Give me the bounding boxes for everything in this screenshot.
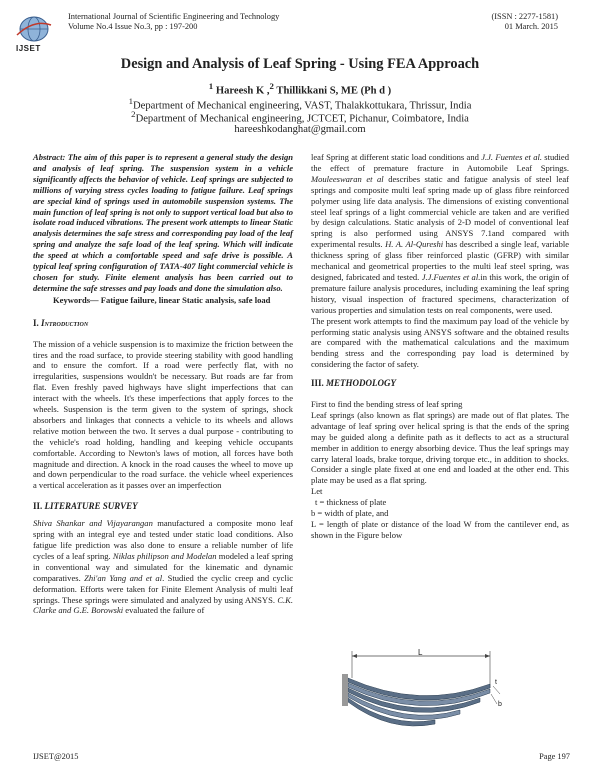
dimension-arrow-right	[485, 654, 490, 658]
literature-text: Shiva Shankar and Vijayarangan manufactured a composite mono leaf spring with an integral eye and tested under static load conditions. Also fatigue life prediction was also done to ensure a reliable number of life cycles of a leaf spring. Niklas philipson and Modelan modeled a leaf spring in conventional way and simulated for the kinematic and dynamic comparatives. Zhi'an Yang and et al. Studied the cyclic creep and cyclic deformation. Efforts were taken for Finite Element Analysis of multi leaf springs. These springs were simulated and analyzed by using ANSYS. C.K. Clarke and G.E. Borowski evaluated the failure of	[33, 518, 294, 616]
fixed-support	[342, 674, 348, 706]
right-column	[311, 152, 569, 541]
paper-title: Design and Analysis of Leaf Spring - Using FEA Approach	[120, 56, 480, 72]
section-introduction-title: Introduction	[41, 317, 89, 328]
author1-sup: 1	[208, 81, 214, 91]
leaf-spring-drawing	[340, 648, 510, 736]
label-t: t	[495, 679, 497, 686]
journal-volume: Volume No.4 Issue No.3, pp : 197-200	[68, 22, 198, 31]
section-methodology-title: METHODOLOGY	[326, 378, 397, 389]
present-work-text: The present work attempts to find the maximum pay load of the vehicle by performing static analysis using ANSYS software and the obtained results are compared with the mathematical calculations and the maximum bending stress and the corresponding pay load is determined by considering the factor of safety.	[311, 315, 569, 370]
affiliation-2-text: Department of Mechanical engineering, JCTCET, Pichanur, Coimbatore, India	[135, 113, 469, 125]
affiliation-2-sup: 2	[131, 109, 136, 119]
methodology-text: Leaf springs (also known as flat springs) are made out of flat plates. The advantage of leaf spring over helical spring is that the ends of the spring may be guided along a definite path as it deflects to act as a structural member in addition to energy absorbing device. Thus the leaf springs may carry lateral loads, brake torque, driving torque etc., in addition to shocks. Consider a single plate fixed at one end and loaded at the other end. This plate may be used as a flat spring.	[311, 409, 569, 486]
leaf-spring-figure	[340, 648, 510, 736]
let-thickness: t = thickness of plate	[315, 497, 387, 508]
logo-text: IJSET	[16, 44, 41, 53]
dimension-arrow-left	[352, 654, 357, 658]
methodology-first: First to find the bending stress of leaf spring	[311, 399, 463, 410]
journal-logo	[14, 15, 54, 45]
t-leader-line	[493, 686, 500, 694]
label-b: b	[498, 701, 502, 708]
abstract: Abstract: The aim of this paper is to represent a general study the design and analysis of leaf spring. The suspension system in a vehicle significantly affects the behavior of vehicle. Leaf springs are subjected to millions of varying stress cycles loading to fatigue failure. Leaf springs are special kind of springs used in automobile suspension systems. The main function of leaf spring is not only to support vertical load but also to isolate road induced vibrations. The present work attempts to linear Static analysis determines the safe stress and corresponding pay load of the leaf spring and analyze the safe load of the leaf spring. Which will indicate the speed at which a comfortable speed and safe drive is possible. A typical leaf spring configuration of TATA-407 light commercial vehicle is chosen for study. Finite element analysis has been carried out to determine the safe stresses and pay loads and done the simulation also.	[33, 152, 293, 293]
section-introduction-heading: I. Introduction	[33, 317, 89, 328]
footer-left: IJSET@2015	[33, 752, 79, 761]
keywords: Keywords— Fatigue failure, linear Static analysis, safe load	[53, 294, 271, 305]
journal-issn: (ISSN : 2277-1581)	[491, 12, 558, 21]
section-literature-title: LITERATURE SURVEY	[44, 501, 138, 512]
footer-page-number: Page 197	[539, 752, 570, 761]
label-L: L	[418, 648, 423, 657]
b-leader-line	[491, 694, 497, 704]
journal-date: 01 March. 2015	[504, 22, 558, 31]
author-email: hareeshkodanghat@gmail.com	[234, 124, 366, 135]
author2-name: Thillikkani S, ME (Ph d )	[273, 85, 392, 97]
let-length: L = length of plate or distance of the load W from the cantilever end, as shown in the Figure below	[311, 519, 569, 540]
author1-name: Hareesh K ,	[213, 85, 270, 97]
affiliation-1-text: Department of Mechanical engineering, VAST, Thalakkottukara, Thrissur, India	[133, 100, 472, 112]
let-width: b = width of plate, and	[311, 508, 389, 519]
affiliation-1-sup: 1	[128, 96, 134, 106]
section-methodology-heading: III. METHODOLOGY	[311, 378, 397, 389]
journal-name: International Journal of Scientific Engineering and Technology	[68, 12, 280, 21]
let-line: Let	[311, 486, 323, 497]
left-column	[33, 152, 293, 616]
section-literature-heading: II. LITERATURE SURVEY	[33, 501, 138, 512]
author2-sup: 2	[269, 81, 274, 91]
globe-icon	[14, 15, 54, 45]
introduction-text: The mission of a vehicle suspension is to maximize the friction between the tires and the road surface, to provide steering stability with good handling and to ensure the comfort. If a road were perfectly flat, with no irregularities, suspensions wouldn't be necessary. But roads are far from flat. Even freshly paved highways have slight imperfections that can interact with the wheels. It's these imperfections that apply forces to the wheels. Suspension is the term given to the system of springs, shock absorbers and linkages that connects a vehicle to its wheels and allows relative motion between the two. It serves a dual purpose - contributing to the vehicle's road holding, handling and keeping vehicle occupants comfortable. According to Newton's laws of motion, all forces have both magnitude and direction. A knock in the road causes the wheel to move up and down perpendicular to the road surface. the vehicle wheel experiences a vertical acceleration as it passes over an imperfection	[33, 338, 293, 491]
literature-continued: leaf Spring at different static load conditions and J.J. Fuentes et al. studied the effect of premature fracture in Automobile Leaf Springs. Mouleeswaran et al describes static and fatigue analysis of steel leaf springs and composite multi leaf spring made up of glass fibre reinforced polymer using life data analysis. The dimensions of existing conventional steel leaf springs of a light commercial vehicle are taken and are verified by design calculations. Static analysis of 2-D model of conventional leaf spring is also performed using ANSYS 7.1and compared with experimental results. H. A. Al-Qureshi has described a single leaf, variable thickness spring of glass fiber reinforced plastic (GFRP) with similar mechanical and geometrical properties to the multi leaf steel spring, was designed, fabricated and tested. J.J.Fuentes et al.in this work, the origin of premature failure analysis procedures, including examining the leaf spring history, visual inspection of fractured specimens, characterization of various properties and simulation tests on real components, were used.	[311, 152, 570, 315]
